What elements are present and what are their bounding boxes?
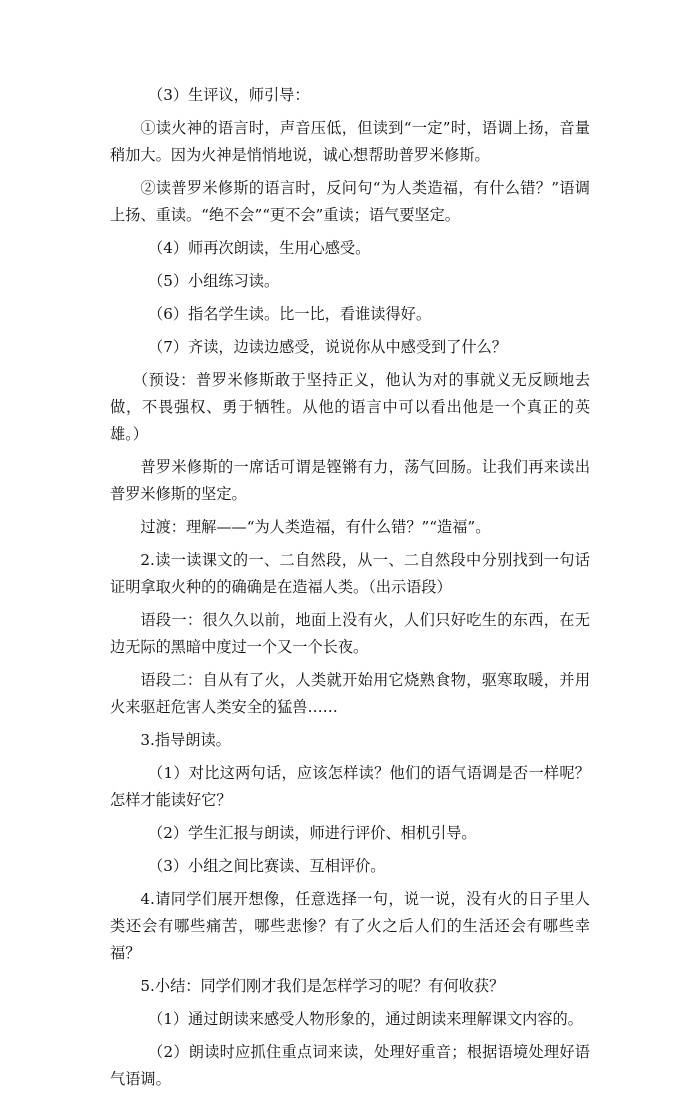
paragraph: （2）朗读时应抓住重点词来读，处理好重音；根据语境处理好语气语调。 <box>110 1043 590 1088</box>
paragraph: （5）小组练习读。 <box>148 272 280 290</box>
paragraph: （1）通过朗读来感受人物形象的，通过朗读来理解课文内容的。 <box>148 1010 583 1028</box>
paragraph: （4）师再次朗读，生用心感受。 <box>148 239 371 257</box>
paragraph: 语段二：自从有了火，人类就开始用它烧熟食物，驱寒取暖，并用火来驱赶危害人类安全的猛兽…… <box>110 671 590 716</box>
paragraph: ①读火神的语言时，声音压低，但读到“一定”时，语调上扬，音量稍加大。因为火神是悄悄地说，诚心想帮助普罗米修斯。 <box>110 119 590 164</box>
paragraph: （2）学生汇报与朗读，师进行评价、相机引导。 <box>148 824 477 842</box>
lesson-text <box>110 82 590 1099</box>
paragraph: ②读普罗米修斯的语言时，反问句“为人类造福，有什么错？”语调上扬、重读。“绝不会”“更不会”重读；语气要坚定。 <box>110 179 590 224</box>
paragraph: 3.指导朗读。 <box>140 731 231 749</box>
paragraph: （1）对比这两句话，应该怎样读？他们的语气语调是否一样呢？怎样才能读好它？ <box>110 764 590 809</box>
paragraph: （7）齐读，边读边感受，说说你从中感受到了什么？ <box>148 338 507 356</box>
paragraph: 语段一：很久久以前，地面上没有火，人们只好吃生的东西，在无边无际的黑暗中度过一个又一个长夜。 <box>110 611 590 656</box>
paragraph: 2.读一读课文的一、二自然段，从一、二自然段中分别找到一句话证明拿取火种的的确确是在造福人类。（出示语段） <box>110 551 590 596</box>
paragraph: （3）小组之间比赛读、互相评价。 <box>148 857 386 875</box>
paragraph: （预设：普罗米修斯敢于坚持正义，他认为对的事就义无反顾地去做，不畏强权、勇于牺牲。从他的语言中可以看出他是一个真正的英雄。） <box>110 371 590 443</box>
paragraph: 4.请同学们展开想像，任意选择一句，说一说，没有火的日子里人类还会有哪些痛苦，哪些悲惨？有了火之后人们的生活还会有哪些幸福？ <box>110 890 590 962</box>
paragraph: （3）生评议，师引导： <box>148 86 310 104</box>
paragraph: 普罗米修斯的一席话可谓是铿锵有力，荡气回肠。让我们再来读出普罗米修斯的坚定。 <box>110 458 590 503</box>
paragraph: （6）指名学生读。比一比，看谁读得好。 <box>148 305 432 323</box>
paragraph: 5.小结：同学们刚才我们是怎样学习的呢？有何收获？ <box>140 977 505 995</box>
paragraph: 过渡：理解——“为人类造福，有什么错？”“造福”。 <box>140 518 491 536</box>
